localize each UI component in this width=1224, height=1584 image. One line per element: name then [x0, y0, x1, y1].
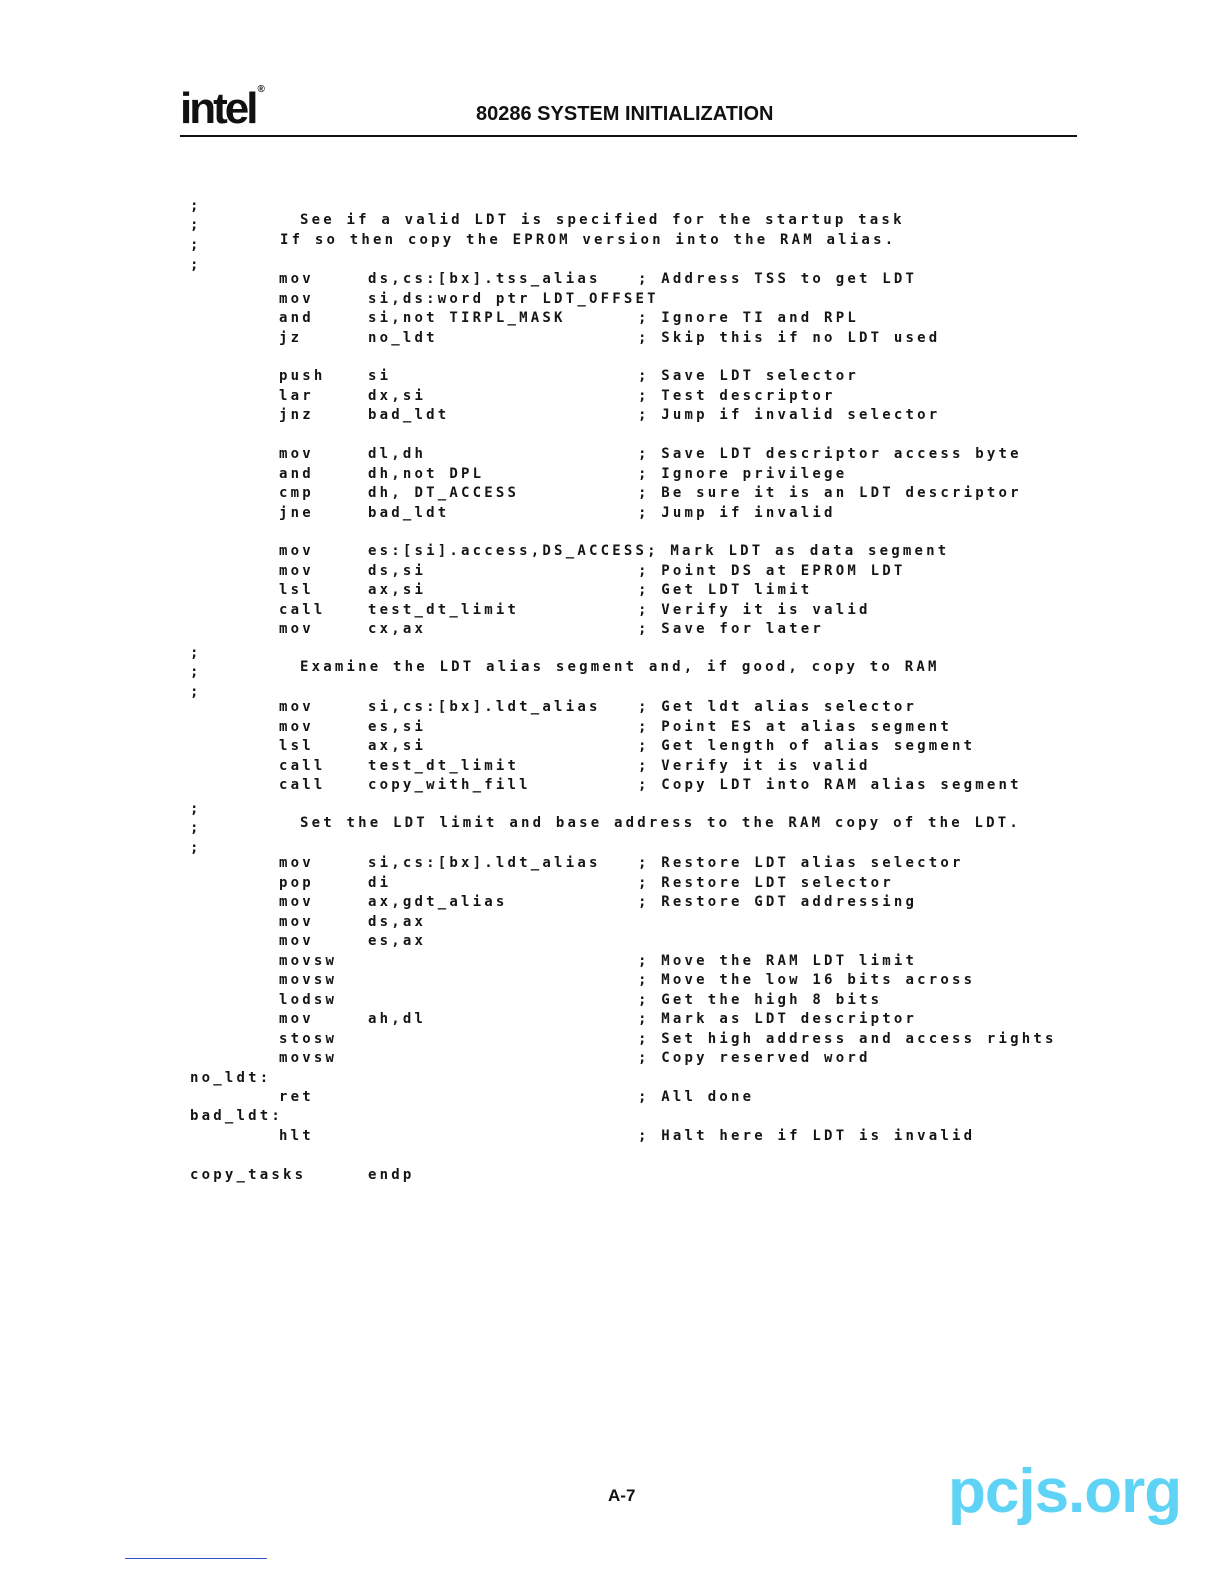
code-line: ; Point ES at alias segment: [638, 719, 952, 735]
code-line: ax,si: [368, 738, 427, 754]
code-line: mov: [279, 914, 314, 930]
code-line: ; Copy reserved word: [638, 1050, 871, 1066]
code-line: movsw: [279, 1050, 338, 1066]
code-line: dx,si: [368, 388, 427, 404]
code-line: ;: [190, 840, 202, 856]
code-line: hlt: [279, 1128, 314, 1144]
code-line: ;: [190, 645, 202, 661]
code-line: ; Jump if invalid: [638, 505, 836, 521]
code-line: bad_ldt: [368, 407, 450, 423]
code-line: ax,si: [368, 582, 427, 598]
code-line: ; Set high address and access rights: [638, 1031, 1057, 1047]
code-line: ; Point DS at EPROM LDT: [638, 563, 906, 579]
code-line: ; Save for later: [638, 621, 825, 637]
code-line: ; All done: [638, 1089, 755, 1105]
code-line: ; Get ldt alias selector: [638, 699, 918, 715]
code-line: bad_ldt: [368, 505, 450, 521]
code-line: es,ax: [368, 933, 427, 949]
code-line: mov: [279, 446, 314, 462]
code-line: Set the LDT limit and base address to the RAM copy of the LDT.: [300, 815, 1021, 831]
code-line: mov: [279, 933, 314, 949]
code-line: jne: [279, 505, 314, 521]
code-line: call: [279, 602, 326, 618]
code-line: dl,dh: [368, 446, 427, 462]
code-line: movsw: [279, 972, 338, 988]
code-line: ;: [190, 801, 202, 817]
code-line: mov: [279, 1011, 314, 1027]
code-line: ; Ignore TI and RPL: [638, 310, 859, 326]
code-line: mov: [279, 543, 314, 559]
code-line: ;: [190, 257, 202, 273]
code-line: ax,gdt_alias: [368, 894, 508, 910]
code-line: ; Get LDT limit: [638, 582, 813, 598]
code-line: copy_tasks: [190, 1167, 307, 1183]
code-line: ds,ax: [368, 914, 427, 930]
code-line: dh, DT_ACCESS: [368, 485, 520, 501]
code-line: ; Mark as LDT descriptor: [638, 1011, 918, 1027]
code-line: lsl: [279, 582, 314, 598]
code-line: no_ldt: [368, 330, 438, 346]
code-line: ; Save LDT selector: [638, 368, 859, 384]
code-line: and: [279, 310, 314, 326]
code-line: push: [279, 368, 326, 384]
code-line: Examine the LDT alias segment and, if good, copy to RAM: [300, 659, 940, 675]
logo-text: intel: [180, 84, 256, 133]
code-line: lodsw: [279, 992, 338, 1008]
code-line: cmp: [279, 485, 314, 501]
registered-mark-icon: ®: [257, 84, 265, 95]
code-line: jnz: [279, 407, 314, 423]
code-line: ; Move the low 16 bits across: [638, 972, 976, 988]
code-line: ah,dl: [368, 1011, 427, 1027]
code-line: test_dt_limit: [368, 758, 520, 774]
watermark: pcjs.org: [948, 1457, 1182, 1526]
code-line: si,cs:[bx].ldt_alias: [368, 699, 601, 715]
code-line: ds,cs:[bx].tss_alias: [368, 271, 601, 287]
code-line: jz: [279, 330, 303, 346]
page-title: 80286 SYSTEM INITIALIZATION: [476, 103, 774, 125]
code-line: test_dt_limit: [368, 602, 520, 618]
code-line: ;: [190, 217, 202, 233]
code-line: ; Test descriptor: [638, 388, 836, 404]
code-line: ;: [190, 684, 202, 700]
code-line: es,si: [368, 719, 427, 735]
code-line: ; Restore LDT alias selector: [638, 855, 964, 871]
code-line: ret: [279, 1089, 314, 1105]
code-line: endp: [368, 1167, 415, 1183]
code-line: ; Jump if invalid selector: [638, 407, 941, 423]
code-line: ;: [190, 237, 202, 253]
code-line: mov: [279, 621, 314, 637]
page-number: A-7: [608, 1486, 636, 1505]
code-line: si,cs:[bx].ldt_alias: [368, 855, 601, 871]
code-line: lsl: [279, 738, 314, 754]
code-line: ; Get the high 8 bits: [638, 992, 883, 1008]
code-line: si,ds:word ptr LDT_OFFSET: [368, 291, 659, 307]
code-line: mov: [279, 894, 314, 910]
code-line: ; Skip this if no LDT used: [638, 330, 941, 346]
code-line: ; Restore GDT addressing: [638, 894, 918, 910]
code-line: pop: [279, 875, 314, 891]
code-line: ; Ignore privilege: [638, 466, 848, 482]
code-line: ; Copy LDT into RAM alias segment: [638, 777, 1022, 793]
code-line: ;: [190, 198, 202, 214]
code-line: copy_with_fill: [368, 777, 531, 793]
code-line: If so then copy the EPROM version into the RAM alias.: [280, 232, 897, 248]
code-line: no_ldt:: [190, 1070, 272, 1086]
code-line: si: [368, 368, 392, 384]
code-line: ;: [190, 820, 202, 836]
code-line: ; Be sure it is an LDT descriptor: [638, 485, 1022, 501]
code-line: mov: [279, 291, 314, 307]
code-line: movsw: [279, 953, 338, 969]
bottom-link-underline[interactable]: [125, 1558, 267, 1559]
code-line: ; Get length of alias segment: [638, 738, 976, 754]
code-line: mov: [279, 719, 314, 735]
code-line: si,not TIRPL_MASK: [368, 310, 566, 326]
code-line: ; Address TSS to get LDT: [638, 271, 918, 287]
code-line: mov: [279, 699, 314, 715]
code-line: bad_ldt:: [190, 1108, 284, 1124]
code-line: ds,si: [368, 563, 427, 579]
code-line: di: [368, 875, 392, 891]
code-line: dh,not DPL: [368, 466, 485, 482]
code-line: mov: [279, 855, 314, 871]
code-line: call: [279, 758, 326, 774]
code-line: ; Save LDT descriptor access byte: [638, 446, 1022, 462]
code-line: ; Verify it is valid: [638, 758, 871, 774]
code-line: ; Restore LDT selector: [638, 875, 894, 891]
code-line: ; Halt here if LDT is invalid: [638, 1128, 976, 1144]
code-line: ;: [190, 664, 202, 680]
code-line: See if a valid LDT is specified for the startup task: [300, 212, 905, 228]
code-line: es:[si].access,DS_ACCESS; Mark LDT as data segment: [368, 543, 950, 559]
code-line: mov: [279, 563, 314, 579]
code-line: and: [279, 466, 314, 482]
code-line: cx,ax: [368, 621, 427, 637]
code-line: ; Verify it is valid: [638, 602, 871, 618]
code-line: ; Move the RAM LDT limit: [638, 953, 918, 969]
code-line: call: [279, 777, 326, 793]
code-line: stosw: [279, 1031, 338, 1047]
code-line: mov: [279, 271, 314, 287]
code-line: lar: [279, 388, 314, 404]
